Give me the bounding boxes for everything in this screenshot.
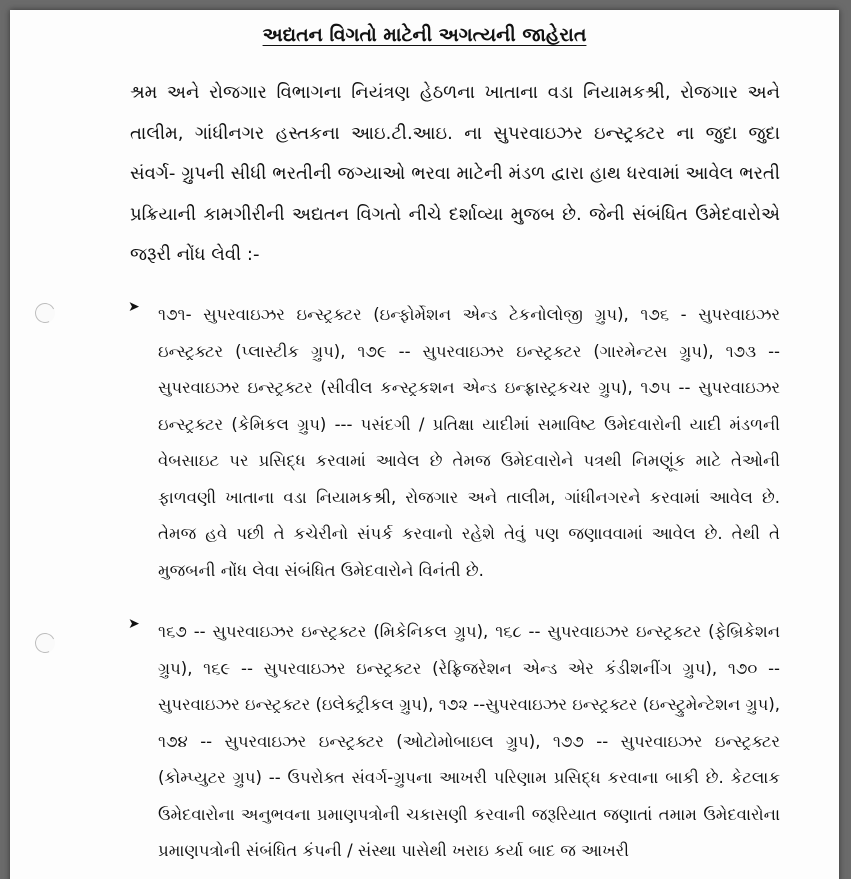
- notice-title: અદ્યતન વિગતો માટેની અગત્યની જાહેરાત: [262, 24, 587, 46]
- punch-hole-mark: [32, 300, 58, 326]
- notice-intro-paragraph: શ્રમ અને રોજગાર વિભાગના નિયંત્રણ હેઠળના ખાતાના વડા નિયામકશ્રી, રોજગાર અને તાલીમ, ગાંધીનગર હસ્તકના આઇ.ટી.આઇ. ના સુપરવાઇઝર ઇન્સ્ટ્રક્ટર ના જુદા જુદા સંવર્ગ- ગ્રુપની સીધી ભરતીની જગ્યાઓ ભરવા માટેની મંડળ દ્વારા હાથ ધરવામાં આવેલ ભરતી પ્રક્રિયાની કામગીરીની અદ્યતન વિગતો નીચે દર્શાવ્યા મુજબ છે. જેની સંબંધિત ઉમેદવારોએ જરૂરી નોંધ લેવી :-: [130, 82, 780, 265]
- punch-hole-mark: [32, 630, 58, 656]
- arrow-bullet-icon: ➤: [128, 299, 140, 315]
- bullet-text: ૧૭૧- સુપરવાઇઝર ઇન્સ્ટ્રક્ટર (ઇન્ફોર્મેશન એન્ડ ટેકનોલોજી ગ્રુપ), ૧૭૬ - સુપરવાઇઝર ઇન્સ્ટ્રક્ટર (પ્લાસ્ટીક ગ્રુપ), ૧૭૯ -- સુપરવાઇઝર ઇન્સ્ટ્રક્ટર (ગારમેન્ટસ ગ્રુપ), ૧૭૩ -- સુપરવાઇઝર ઇન્સ્ટ્રક્ટર (સીવીલ કન્સ્ટ્રકશન એન્ડ ઇન્ફ્રાસ્ટ્રકચર ગ્રુપ), ૧૭૫ -- સુપરવાઇઝર ઇન્સ્ટ્રક્ટર (કેમિકલ ગ્રુપ) --- પસંદગી / પ્રતિક્ષા યાદીમાં સમાવિષ્ટ ઉમેદવારોની યાદી મંડળની વેબસાઇટ પર પ્રસિદ્ધ કરવામાં આવેલ છે તેમજ ઉમેદવારોને પત્રથી નિમણૂંક માટે તેઓની ફાળવણી ખાતાના વડા નિયામકશ્રી, રોજગાર અને તાલીમ, ગાંધીનગરને કરવામાં આવેલ છે. તેમજ હવે પછી તે કચેરીનો સંપર્ક કરવાનો રહેશે તેવું પણ જણાવવામાં આવેલ છે. તેથી તે મુજબની નોંધ લેવા સંબંધિત ઉમેદવારોને વિનંતી છે.: [158, 305, 780, 580]
- bullet-text: ૧૬૭ -- સુપરવાઇઝર ઇન્સ્ટ્રક્ટર (મિકેનિકલ ગ્રુપ), ૧૬૮ -- સુપરવાઇઝર ઇન્સ્ટ્રક્ટર (ફેબ્રિકેશન ગ્રુપ), ૧૬૯ -- સુપરવાઇઝર ઇન્સ્ટ્રક્ટર (રેફ્રિજરેશન એન્ડ એર કંડીશનીંગ ગ્રુપ), ૧૭૦ -- સુપરવાઇઝર ઇન્સ્ટ્રક્ટર (ઇલેક્ટ્રીકલ ગ્રુપ), ૧૭૨ --સુપરવાઇઝર ઇન્સ્ટ્રક્ટર (ઇન્સ્ટ્રુમેન્ટેશન ગ્રુપ), ૧૭૪ -- સુપરવાઇઝર ઇન્સ્ટ્રક્ટર (ઓટોમોબાઇલ ગ્રુપ), ૧૭૭ -- સુપરવાઇઝર ઇન્સ્ટ્રક્ટર (કોમ્પ્યુટર ગ્રુપ) -- ઉપરોક્ત સંવર્ગ-ગ્રુપના આખરી પરિણામ પ્રસિદ્ધ કરવાના બાકી છે. કેટલાક ઉમેદવારોના અનુભવના પ્રમાણપત્રોની ચકાસણી કરવાની જરૂરિયાત જણાતાં તમામ ઉમેદવારોના પ્રમાણપત્રોની સંબંધિત કંપની / સંસ્થા પાસેથી ખરાઇ કર્યા બાદ જ આખરી: [158, 622, 780, 860]
- arrow-bullet-icon: ➤: [128, 616, 140, 632]
- document-page: [10, 10, 839, 879]
